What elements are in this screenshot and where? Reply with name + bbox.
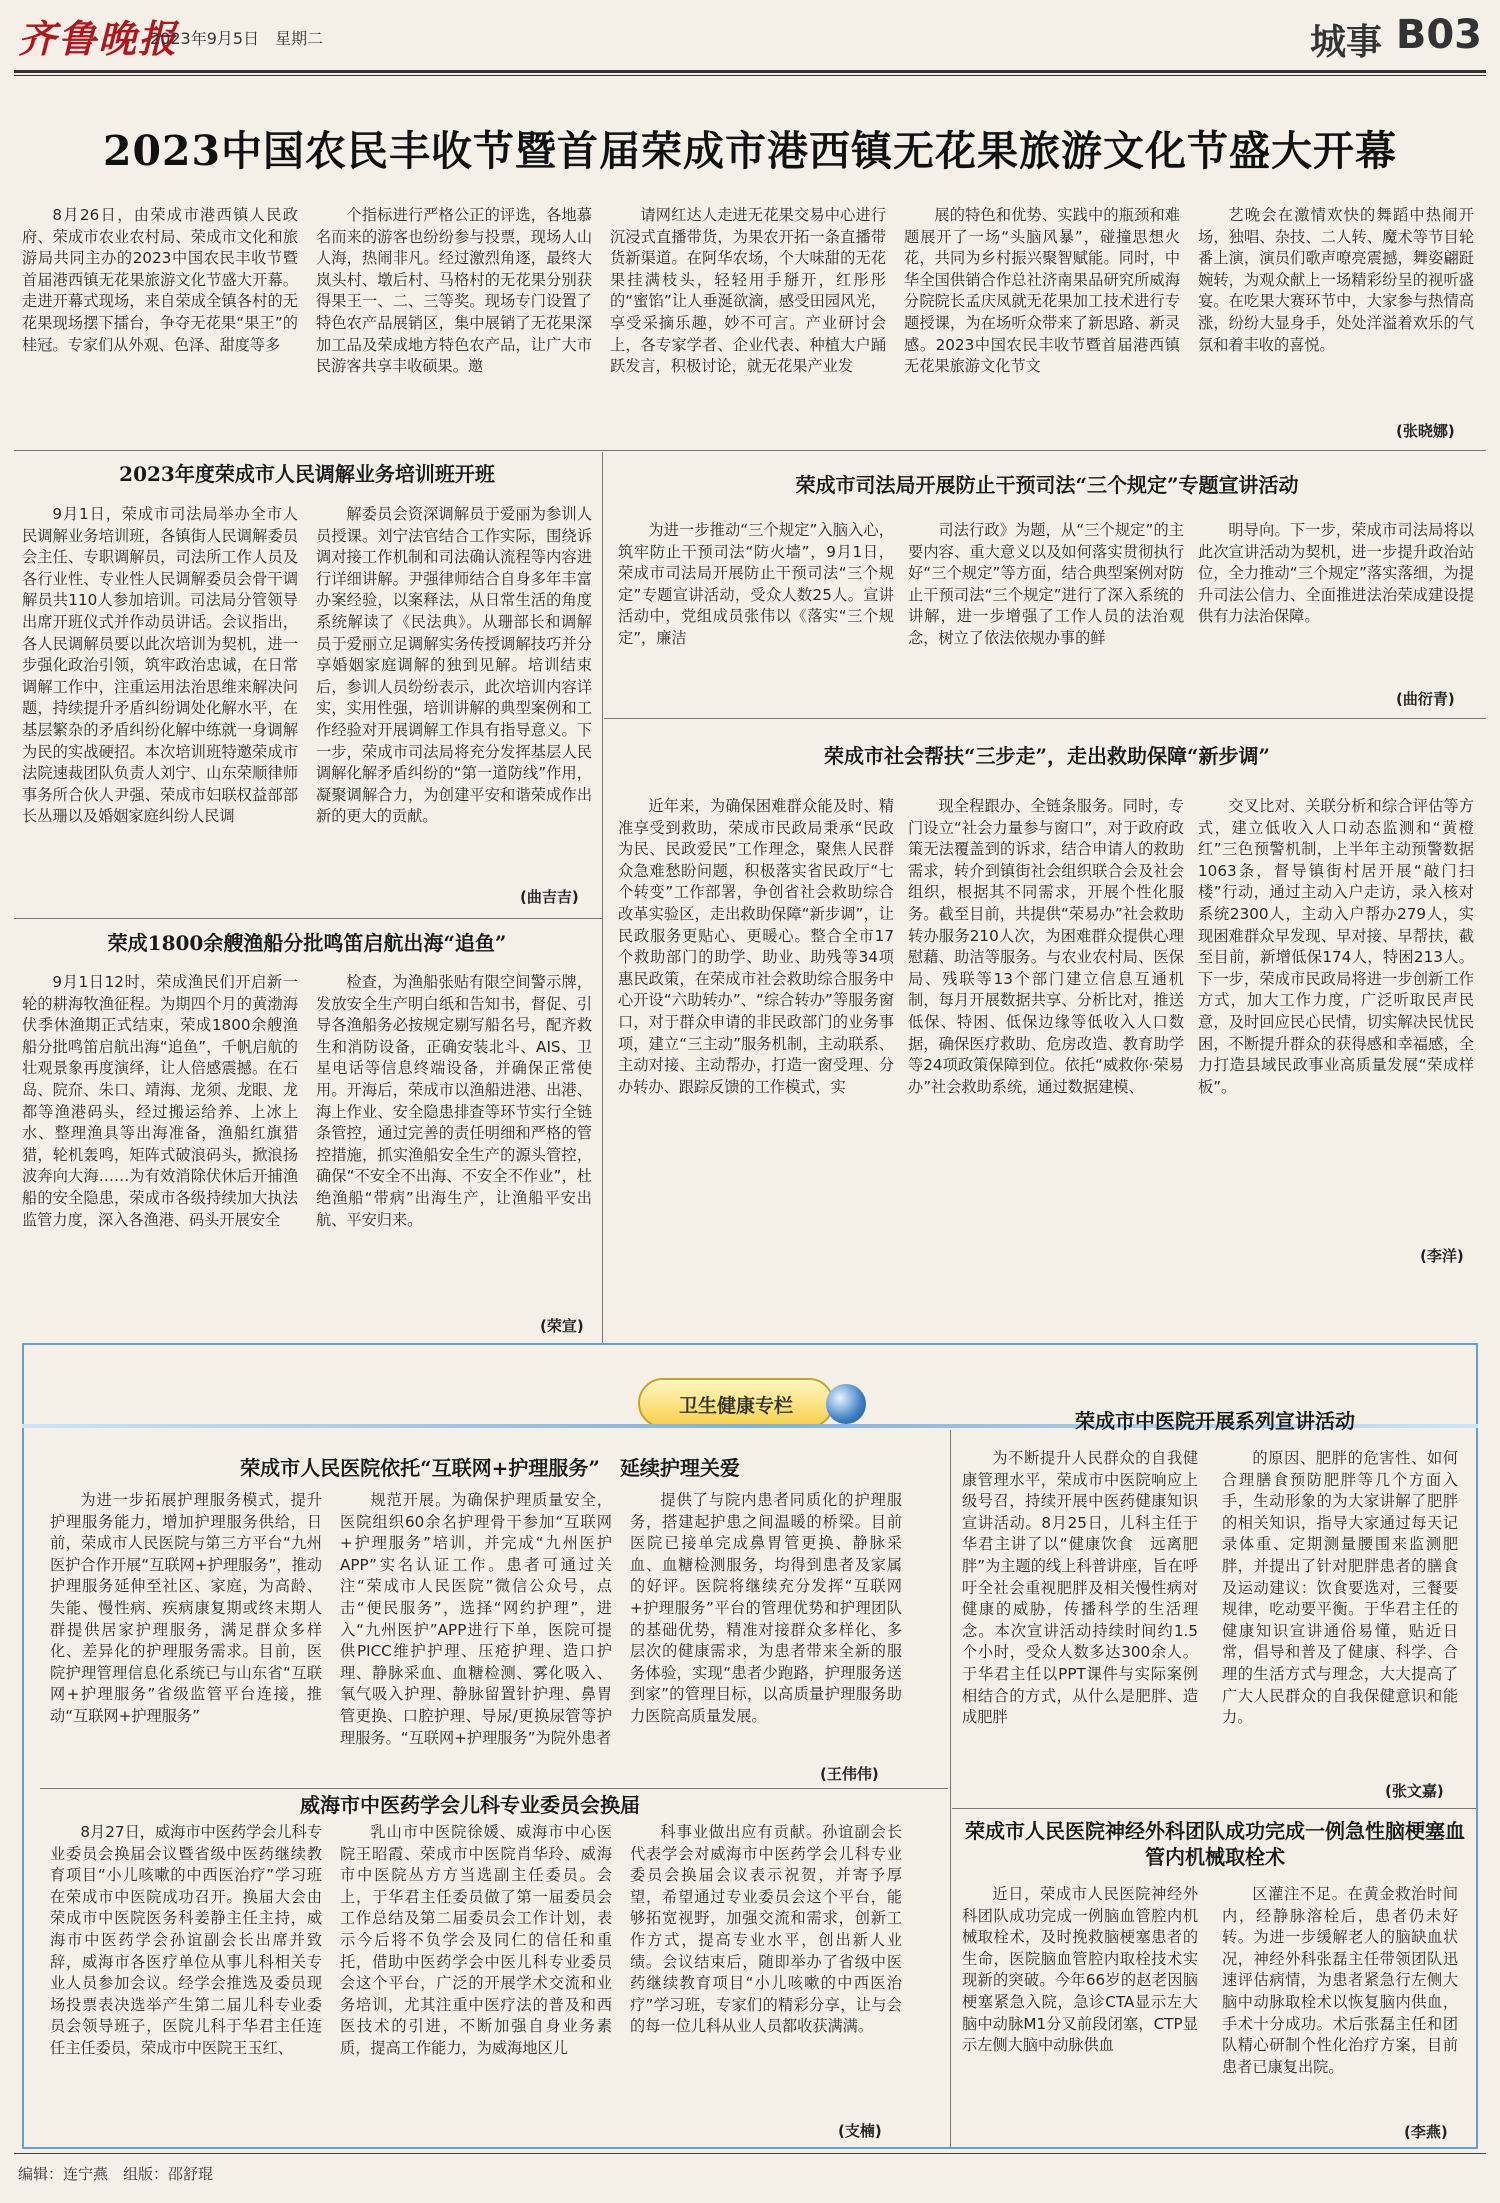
article-title: 威海市中医药学会儿科专业委员会换届 [300, 1793, 640, 1817]
lead-col-3: 请网红达人走进无花果交易中心进行沉浸式直播带货，为果农开拓一条直播带货新渠道。在阿华农场，个大味甜的无花果挂满枝头，轻轻用手掰开，红彤彤的“蜜馅”让人垂涎欲滴，感受田园风光，享受采摘乐趣，妙不可言。产业研讨会上，各专家学者、企业代表、种植大户踊跃发言，积极讨论，就无花果产业发 [610, 206, 886, 376]
article-col: 交叉比对、关联分析和综合评估等方式，建立低收入人口动态监测和“黄橙红”三色预警机制，上半年主动预警数据1063条，督导镇街村居开展“敲门扫楼”行动，通过主动入户走访，录入核对系统2300人，主动入户帮办279人，实现困难群众早发现、早对接、早帮扶，截至目前，新增低保174人，特困213人。下一步，荣成市民政局将进一步创新工作方式，加大工作力度，广泛听取民声民意，及时回应民心民情，切实解决民忧民困，不断提升群众的获得感和幸福感，全力打造县域民政事业高质量发展“荣成样板”。 [1198, 797, 1474, 1096]
article-col: 解委员会资深调解员于爱丽为参训人员授课。刘宁法官结合工作实际，围绕诉调对接工作机制和司法确认流程等内容进行详细讲解。尹强律师结合自身多年丰富办案经验，以案释法，从日常生活的角度系统解读了《民法典》。从珊部长和调解员于爱丽立足调解实务传授调解技巧并分享婚姻家庭调解的独到见解。培训结束后，参训人员纷纷表示，此次培训内容详实，实用性强，培训讲解的典型案例和工作经验对开展调解工作具有指导意义。下一步，荣成市司法局将充分发挥基层人民调解化解矛盾纠纷的“第一道防线”作用，凝聚调解合力，为创建平安和谐荣成作出新的更大的贡献。 [316, 505, 592, 826]
article-byline: (支楠) [838, 2122, 882, 2140]
divider [604, 718, 1486, 719]
article-col: 8月27日，威海市中医药学会儿科专业委员会换届会议暨省级中医药继续教育项目“小儿咳嗽的中西医治疗”学习班在荣成市中医院成功召开。换届大会由荣成市中医院医务科姜静主任主持，威海市中医药学会孙谊副会长出席并致辞，威海市各医疗单位从事儿科相关专业人员参加会议。经学会推选及委员现场投票表决选举产生第二届儿科专业委员会领导班子，医院儿科于华君主任连任主任委员，荣成市中医院王玉红、 [50, 1823, 322, 2057]
article-title: 荣成市社会帮扶“三步走”，走出救助保障“新步调” [823, 744, 1270, 768]
article-col: 为进一步拓展护理服务模式，提升护理服务能力，增加护理服务供给，日前，荣成市人民医院与第三方平台“九州医护合作开展“互联网+护理服务”，推动护理服务延伸至社区、家庭，为高龄、失能、慢性病、疾病康复期或终末期人群提供居家护理服务，满足群众多样化、差异化的护理服务需求。目前，医院护理管理信息化系统已与山东省“互联网+护理服务”省级监管平台连接，推动“互联网+护理服务” [50, 1491, 322, 1725]
article-byline: (王伟伟) [820, 1765, 879, 1783]
divider [14, 450, 1486, 451]
newspaper-logo: 齐鲁晚报 [18, 16, 179, 61]
lead-col-2: 个指标进行严格公正的评选，各地慕名而来的游客也纷纷参与投票，现场人山人海，热闹非凡。经过激烈角逐，最终大岚头村、墩后村、马格村的无花果分别获得果王一、二、三等奖。现场专门设置了特色农产品展销区，集中展销了无花果深加工品及荣成地方特色农产品，让广大市民游客共享丰收硕果。邀 [316, 206, 592, 376]
article-col: 近年来，为确保困难群众能及时、精准享受到救助，荣成市民政局秉承“民政为民、民政爱民”工作理念，聚焦人民群众急难愁盼问题，积极落实省民政厅“七个转变”工作部署，争创省社会救助综合改革实验区，走出救助保障“新步调”，让民政服务更贴心、更暖心。整合全市17个救助部门的助学、助业、助残等34项惠民政策，在荣成市社会救助综合服务中心开设“六助转办”、“综合转办”等服务窗口，对于群众申请的非民政部门的业务事项，建立“三主动”服务机制，主动联系、主动对接、主动帮办，打造一窗受理、分办转办、跟踪反馈的工作模式，实 [618, 797, 894, 1096]
masthead-rule [14, 70, 1486, 73]
masthead-rule-thin [14, 75, 1486, 76]
article-col: 明导向。下一步，荣成市司法局将以此次宣讲活动为契机，进一步提升政治站位，全力推动“三个规定”落实落细，为提升司法公信力、全面推进法治荣成建设提供有力法治保障。 [1198, 521, 1474, 626]
lead-col-5: 艺晚会在激情欢快的舞蹈中热闹开场，独唱、杂技、二人转、魔术等节目轮番上演，演员们歌声嘹亮震撼，舞姿翩跹婉转，为观众献上一场精彩纷呈的视听盛宴。在吃果大赛环节中，大家参与热情高涨，纷纷大显身手，处处洋溢着欢乐的气氛和着丰收的喜悦。 [1198, 206, 1474, 354]
article-title: 荣成市人民医院依托“互联网+护理服务” 延续护理关爱 [240, 1456, 740, 1480]
footer-rule [14, 2153, 1486, 2154]
article-col: 区灌注不足。在黄金救治时间内，经静脉溶栓后，患者仍未好转。为进一步缓解老人的脑缺血状况，神经外科张磊主任带领团队迅速评估病情，为患者紧急行左侧大脑中动脉取栓术以恢复脑内供血，手术十分成功。术后张磊主任和团队精心研制个性化治疗方案，目前患者已康复出院。 [1222, 1885, 1458, 2076]
article-col: 的原因、肥胖的危害性、如何合理膳食预防肥胖等几个方面入手，生动形象的为大家讲解了肥胖的相关知识，指导大家通过每天记录体重、定期测量腰围来监测肥胖，并提出了针对肥胖患者的膳食及运动建议：饮食要选对，三餐要规律，吃动要平衡。于华君主任的健康知识宣讲通俗易懂，贴近日常，倡导和普及了健康、科学、合理的生活方式与理念，大大提高了广大人民群众的自我保健意识和能力。 [1222, 1449, 1458, 1727]
article-col: 9月1日，荣成市司法局举办全市人民调解业务培训班，各镇街人民调解委员会主任、专职调解员，司法所工作人员及各行业性、专业性人民调解委员会骨干调解员共110人参加培训。司法局分管领导出席开班仪式并作动员讲话。会议指出，各人民调解员要以此次培训为契机，进一步强化政治引领，筑牢政治忠诚，在日常调解工作中，注重运用法治思维来解决问题，持续提升矛盾纠纷调处化解水平，在基层繁杂的矛盾纠纷化解中练就一身调解为民的实战硬招。本次培训班特邀荣成市法院速裁团队负责人刘宁、山东荣顺律师事务所合伙人尹强、荣成市妇联权益部部长丛珊以及婚姻家庭纠纷人民调 [22, 505, 298, 826]
article-title: 荣成市司法局开展防止干预司法“三个规定”专题宣讲活动 [795, 473, 1299, 497]
article-col: 现全程跟办、全链条服务。同时，专门设立“社会力量参与窗口”，对于政府政策无法覆盖到的诉求，结合申请人的救助需求，转介到镇街社会组织联合会及社会组织，根据其不同需求，开展个性化服务。截至目前，共提供“荣易办”社会救助转办服务210人次，为困难群众提供心理慰藉、助洁等服务。与农业农村局、医保局、残联等13个部门建立信息互通机制，每月开展数据共享、分析比对，推送低保、特困、低保边缘等低收入人口数据，确保医疗救助、危房改造、教育助学等24项政策保障到位。依托“威救你·荣易办”社会救助系统，通过数据建模、 [908, 797, 1184, 1096]
article-col: 提供了与院内患者同质化的护理服务，搭建起护患之间温暖的桥梁。目前医院已接单完成鼻胃管更换、静脉采血、血糖检测服务，均得到患者及家属的好评。医院将继续充分发挥“互联网+护理服务”平台的管理优势和护理团队的基础优势，精准对接群众多样化、多层次的健康需求，为患者带来全新的服务体验，实现“患者少跑路，护理服务送到家”的管理目标，以高质量护理服务助力医院高质量发展。 [630, 1491, 902, 1725]
article-col: 乳山市中医院徐媛、威海市中心医院王昭霞、荣成市中医院肖华玲、威海市中医院丛方方当选副主任委员。会上，于华君主任委员做了第一届委员会工作总结及第二届委员会工作计划，表示今后将不负学会及同仁的信任和重托，借助中医药学会中医儿科专业委员会这个平台，广泛的开展学术交流和业务培训，尤其注重中医疗法的普及和西医技术的引进，不断加强自身业务素质，提高工作能力，为威海地区儿 [340, 1823, 612, 2057]
article-byline: (曲衍青) [1396, 690, 1455, 708]
article-col: 近日，荣成市人民医院神经外科团队成功完成一例脑血管腔内机械取栓术，及时挽救脑梗塞患者的生命，医院脑血管腔内取栓技术实现新的突破。今年66岁的赵老因脑梗塞紧急入院，急诊CTA显示左大脑中动脉M1分叉前段闭塞，CTP显示左侧大脑中动脉供血 [962, 1885, 1198, 2055]
column-divider [602, 452, 603, 1344]
main-headline: 2023中国农民丰收节暨首届荣成市港西镇无花果旅游文化节盛大开幕 [102, 127, 1398, 175]
article-title: 荣成市中医院开展系列宣讲活动 [1075, 1409, 1355, 1433]
article-byline: (荣宣) [540, 1317, 584, 1335]
article-byline: (李燕) [1404, 2123, 1448, 2141]
divider [40, 1788, 948, 1789]
article-title: 2023年度荣成市人民调解业务培训班开班 [119, 462, 495, 486]
article-col: 科事业做出应有贡献。孙谊副会长代表学会对威海市中医药学会儿科专业委员会换届会议表示祝贺，并寄予厚望，希望通过专业委员会这个平台，能够拓宽视野，加强交流和需求，创新工作方式，提高专业水平，创出新人业绩。会议结束后，随即举办了省级中医药继续教育项目“小儿咳嗽的中西医治疗”学习班，专家们的精彩分享，让与会的每一位儿科从业人员都收获满满。 [630, 1823, 902, 2036]
lead-col-1: 8月26日，由荣成市港西镇人民政府、荣成市农业农村局、荣成市文化和旅游局共同主办的2023中国农民丰收节暨首届港西镇无花果旅游文化节盛大开幕。走进开幕式现场，来自荣成全镇各村的无花果现场摆下擂台，争夺无花果“果王”的桂冠。专家们从外观、色泽、甜度等多 [22, 206, 298, 354]
footer-credits: 编辑：连宁燕 组版：邵舒琨 [18, 2165, 214, 2183]
divider [14, 918, 602, 919]
lead-byline: (张晓娜) [1396, 422, 1455, 440]
column-divider [950, 1430, 951, 2147]
section-name: 城事 [1309, 21, 1382, 63]
article-title: 荣成市人民医院神经外科团队成功完成一例急性脑梗塞血管内机械取栓术 [965, 1819, 1465, 1869]
issue-date: 2023年9月5日 星期二 [150, 29, 324, 48]
divider [952, 1808, 1476, 1809]
health-column-badge: 卫生健康专栏 [638, 1378, 834, 1428]
article-byline: (张文嘉) [1385, 1782, 1444, 1800]
page-number: B03 [1395, 12, 1482, 58]
article-col: 9月1日12时，荣成渔民们开启新一轮的耕海牧渔征程。为期四个月的黄渤海伏季休渔期正式结束，荣成1800余艘渔船分批鸣笛启航出海“追鱼”，千帆启航的壮观景象再度演绎，让人倍感震撼。在石岛、院夼、朱口、靖海、龙须、龙眼、龙都等渔港码头，经过搬运给养、上冰上水、整理渔具等出海准备，渔船红旗猎猎，轮机轰鸣，矩阵式破浪码头，掀浪扬波奔向大海……为有效消除伏休后开捕渔船的安全隐患，荣成市各级持续加大执法监管力度，深入各渔港、码头开展安全 [22, 973, 298, 1229]
article-byline: (曲吉吉) [520, 888, 579, 906]
article-col: 司法行政》为题，从“三个规定”的主要内容、重大意义以及如何落实贯彻执行好“三个规定”等方面，结合典型案例对防止干预司法“三个规定”进行了深入系统的讲解，进一步增强了工作人员的法治观念，树立了依法依规办事的鲜 [908, 521, 1184, 647]
article-byline: (李洋) [1420, 1247, 1464, 1265]
globe-icon [826, 1384, 866, 1424]
article-title: 荣成1800余艘渔船分批鸣笛启航出海“追鱼” [107, 931, 507, 955]
article-col: 规范开展。为确保护理质量安全，医院组织60余名护理骨干参加“互联网+护理服务”培训，并完成“九州医护APP”实名认证工作。患者可通过关注“荣成市人民医院”微信公众号，点击“便民服务”，选择“网约护理”，进入“九州医护”APP进行下单，医院可提供PICC维护护理、压疮护理、造口护理、静脉采血、血糖检测、雾化吸入、氧气吸入护理、静脉留置针护理、鼻胃管更换、口腔护理、导尿/更换尿管等护理服务。“互联网+护理服务”为院外患者 [340, 1491, 612, 1747]
article-col: 检查，为渔船张贴有限空间警示牌，发放安全生产明白纸和告知书，督促、引导各渔船务必按规定剔写船名号，配齐救生和消防设备，正确安装北斗、AIS、卫星电话等信息终端设备，并确保正常使用。开海后，荣成市以渔船进港、出港、海上作业、安全隐患排查等环节实行全链条管控，通过完善的责任明细和严格的管控措施，抓实渔船安全生产的源头管控，确保“不安全不出海、不安全不作业”，杜绝渔船“带病”出海生产，让渔船平安出航、平安归来。 [316, 973, 592, 1229]
article-col: 为不断提升人民群众的自我健康管理水平，荣成市中医院响应上级号召，持续开展中医药健康知识宣讲活动。8月25日，儿科主任于华君主讲了以“健康饮食 远离肥胖”为主题的线上科普讲座，旨在呼吁全社会重视肥胖及相关慢性病对健康的威胁，传播科学的生活理念。本次宣讲活动持续时间约1.5个小时，受众人数多达300余人。于华君主任以PPT课件与实际案例相结合的方式，从什么是肥胖、造成肥胖 [962, 1449, 1198, 1727]
lead-col-4: 展的特色和优势、实践中的瓶颈和难题展开了一场“头脑风暴”，碰撞思想火花，共同为乡村振兴聚智赋能。同时，中华全国供销合作总社济南果品研究所威海分院院长孟庆凤就无花果加工技术进行专题授课，为在场听众带来了新思路、新灵感。2023中国农民丰收节暨首届港西镇无花果旅游文化节文 [904, 206, 1180, 376]
article-col: 为进一步推动“三个规定”入脑入心，筑牢防止干预司法“防火墙”，9月1日，荣成市司法局开展防止干预司法“三个规定”专题宣讲活动，受众人数25人。宣讲活动中，党组成员张伟以《落实“三个规定”，廉洁 [618, 521, 894, 647]
